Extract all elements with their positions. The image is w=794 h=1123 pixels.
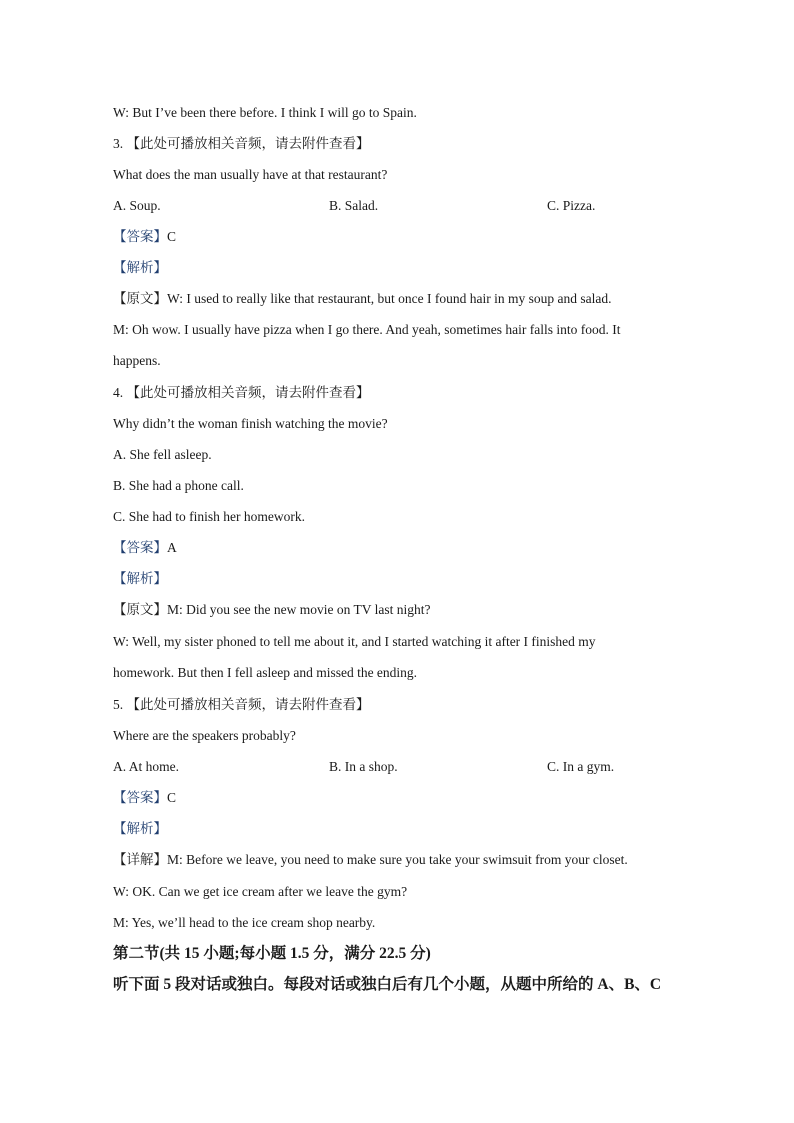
audio-placeholder-link[interactable]: 【此处可播放相关音频，请去附件查看】 bbox=[126, 385, 370, 400]
question-number: 5. bbox=[113, 697, 124, 712]
question-4-header bbox=[113, 384, 370, 402]
dialogue-line: W: But I’ve been there before. I think I will go to Spain. bbox=[113, 105, 417, 120]
option-c: C. She had to finish her homework. bbox=[113, 509, 305, 524]
section-2-title: 第二节(共 15 小题;每小题 1.5 分，满分 22.5 分) bbox=[113, 945, 431, 962]
transcript-tag: 【原文】 bbox=[113, 602, 167, 617]
answer-tag: 【答案】 bbox=[113, 540, 167, 555]
transcript-line bbox=[113, 601, 430, 619]
option-c: C. In a gym. bbox=[547, 759, 615, 774]
transcript-line: W: OK. Can we get ice cream after we leave the gym? bbox=[113, 884, 408, 899]
question-5-header bbox=[113, 696, 370, 714]
transcript-line: M: Yes, we’ll head to the ice cream shop nearby. bbox=[113, 915, 376, 930]
option-a: A. Soup. bbox=[113, 198, 161, 213]
analysis-tag: 【解析】 bbox=[113, 821, 167, 836]
question-number: 3. bbox=[113, 136, 124, 151]
answer-value: A bbox=[167, 540, 177, 555]
question-3-header bbox=[113, 135, 370, 153]
option-b: B. Salad. bbox=[329, 198, 379, 213]
transcript-line: homework. But then I fell asleep and missed the ending. bbox=[113, 665, 418, 680]
transcript-line: happens. bbox=[113, 353, 161, 368]
transcript-line bbox=[113, 290, 612, 308]
transcript-text: M: Did you see the new movie on TV last night? bbox=[167, 602, 431, 617]
analysis-tag: 【解析】 bbox=[113, 571, 167, 586]
answer-line bbox=[113, 539, 177, 557]
question-3-text: What does the man usually have at that restaurant? bbox=[113, 167, 388, 182]
transcript-text: W: I used to really like that restaurant, but once I found hair in my soup and salad. bbox=[167, 291, 612, 306]
audio-placeholder-link[interactable]: 【此处可播放相关音频，请去附件查看】 bbox=[126, 136, 370, 151]
analysis-tag: 【解析】 bbox=[113, 260, 167, 275]
option-c: C. Pizza. bbox=[547, 198, 596, 213]
answer-value: C bbox=[167, 229, 177, 244]
transcript-text: M: Before we leave, you need to make sure you take your swimsuit from your closet. bbox=[167, 852, 628, 867]
transcript-line: W: Well, my sister phoned to tell me about it, and I started watching it after I finished my bbox=[113, 634, 596, 649]
answer-line bbox=[113, 789, 176, 807]
option-b: B. She had a phone call. bbox=[113, 478, 244, 493]
answer-line bbox=[113, 228, 176, 246]
transcript-tag: 【原文】 bbox=[113, 291, 167, 306]
question-4-text: Why didn’t the woman finish watching the movie? bbox=[113, 416, 388, 431]
option-b: B. In a shop. bbox=[329, 759, 398, 774]
detail-tag: 【详解】 bbox=[113, 852, 167, 867]
option-a: A. At home. bbox=[113, 759, 179, 774]
answer-tag: 【答案】 bbox=[113, 790, 167, 805]
audio-placeholder-link[interactable]: 【此处可播放相关音频，请去附件查看】 bbox=[126, 697, 370, 712]
transcript-line bbox=[113, 851, 628, 869]
answer-tag: 【答案】 bbox=[113, 229, 167, 244]
transcript-line: M: Oh wow. I usually have pizza when I go there. And yeah, sometimes hair falls into food. It bbox=[113, 322, 621, 337]
question-number: 4. bbox=[113, 385, 124, 400]
section-2-instructions: 听下面 5 段对话或独白。每段对话或独白后有几个小题，从题中所给的 A、B、C bbox=[113, 976, 662, 993]
option-a: A. She fell asleep. bbox=[113, 447, 212, 462]
answer-value: C bbox=[167, 790, 177, 805]
question-5-text: Where are the speakers probably? bbox=[113, 728, 296, 743]
